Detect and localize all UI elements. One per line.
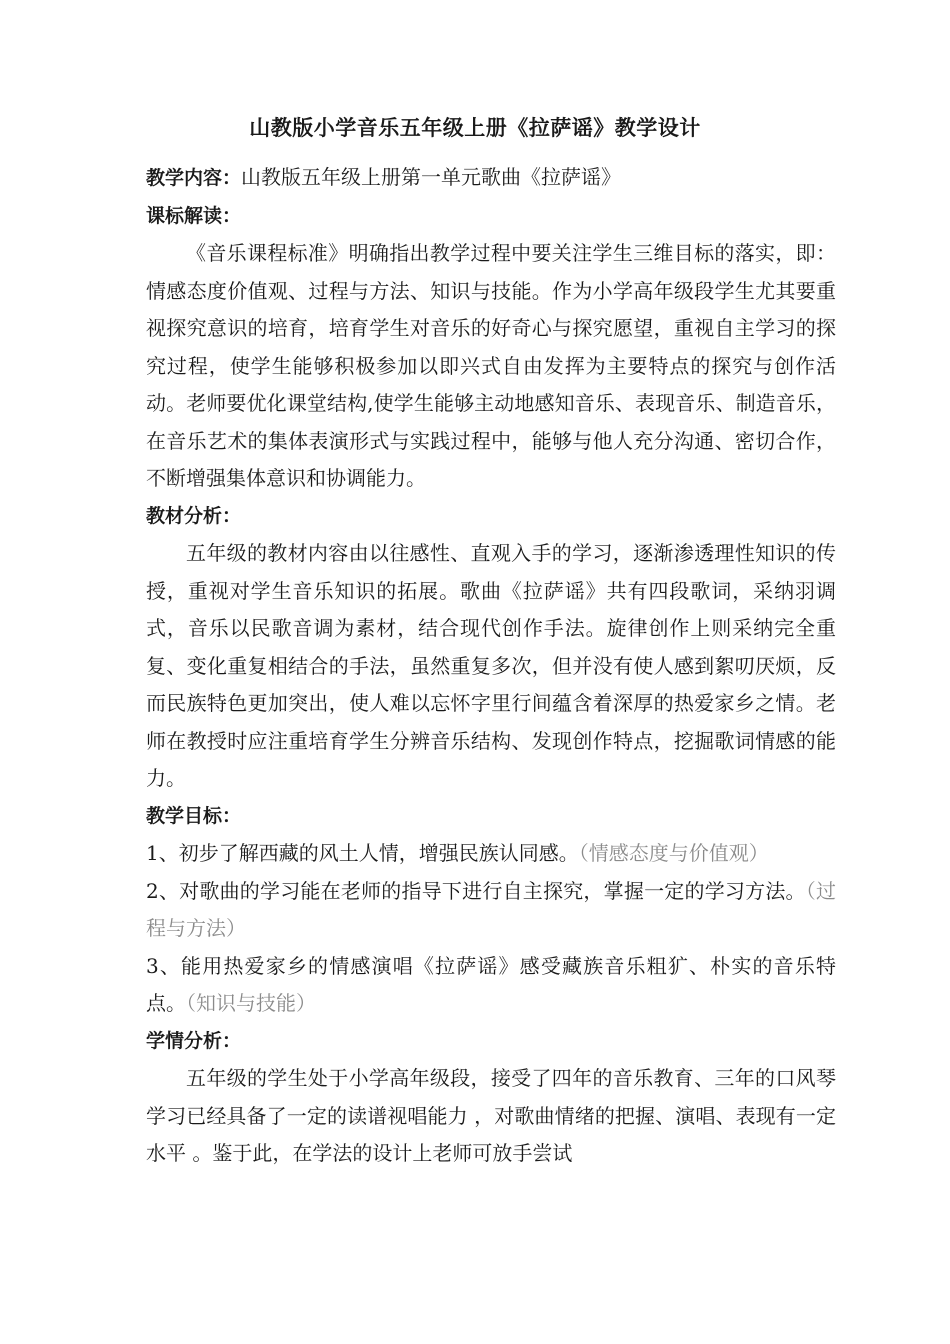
teaching-content-label: 教学内容： — [146, 167, 242, 189]
material-analysis-heading: 教材分析： — [146, 504, 242, 527]
learning-analysis-paragraph: 五年级的学生处于小学高年级段，接受了四年的音乐教育、三年的口风琴学习已经具备了一定的读谱视唱能力 ，对歌曲情绪的把握、演唱、表现有一定水平 。鉴于此，在学法的设计上老师可放手尝试 — [146, 1066, 836, 1165]
teaching-goals-heading: 教学目标： — [146, 804, 242, 827]
goal-item-1 — [146, 835, 836, 873]
goal-item-3 — [146, 948, 836, 1023]
document-body — [146, 159, 836, 1173]
learning-analysis-heading: 学情分析： — [146, 1029, 242, 1052]
teaching-content-value: 山教版五年级上册第一单元歌曲《拉萨谣》 — [241, 165, 622, 189]
goal-item-note: （过程与方法） — [146, 878, 836, 940]
standard-reading-heading: 课标解读： — [146, 204, 242, 227]
document-title: 山教版小学音乐五年级上册《拉萨谣》教学设计 — [249, 116, 701, 140]
goal-item-note: （知识与技能） — [186, 991, 316, 1015]
teaching-content-line — [146, 159, 836, 198]
standard-reading-paragraph: 《音乐课程标准》明确指出教学过程中要关注学生三维目标的落实，即：情感态度价值观、过程与方法、知识与技能。作为小学高年级段学生尤其要重视探究意识的培育，培育学生对音乐的好奇心与探究愿望，重视自主学习的探究过程，使学生能够积极参加以即兴式自由发挥为主要特点的探究与创作活动。老师要优化课堂结构,使学生能够主动地感知音乐、表现音乐、制造音乐，在音乐艺术的集体表演形式与实践过程中，能够与他人充分沟通、密切合作，不断增强集体意识和协调能力。 — [146, 241, 836, 490]
goal-item-text: 3、能用热爱家乡的情感演唱《拉萨谣》感受藏族音乐粗犷、朴实的音乐特点。 — [146, 953, 836, 1015]
goal-item-text: 1、初步了解西藏的风土人情，增强民族认同感。 — [146, 841, 579, 865]
material-analysis-paragraph: 五年级的教材内容由以往感性、直观入手的学习，逐渐渗透理性知识的传授，重视对学生音乐知识的拓展。歌曲《拉萨谣》共有四段歌词，采纳羽调式，音乐以民歌音调为素材，结合现代创作手法。旋律创作上则采纳完全重复、变化重复相结合的手法，虽然重复多次，但并没有使人感到絮叨厌烦，反而民族特色更加突出，使人难以忘怀字里行间蕴含着深厚的热爱家乡之情。老师在教授时应注重培育学生分辨音乐结构、发现创作特点，挖掘歌词情感的能力。 — [146, 541, 836, 790]
goal-item-note: （情感态度与价值观） — [578, 841, 769, 865]
goal-item-text: 2、对歌曲的学习能在老师的指导下进行自主探究，掌握一定的学习方法。 — [146, 878, 806, 903]
goal-item-2 — [146, 873, 836, 948]
